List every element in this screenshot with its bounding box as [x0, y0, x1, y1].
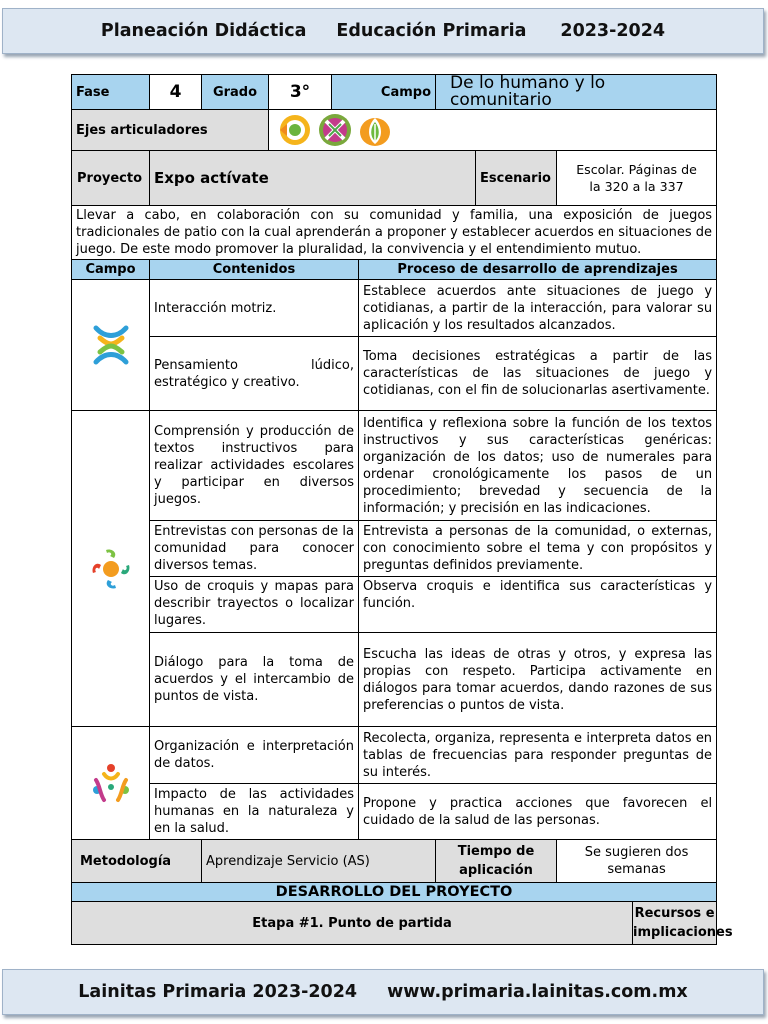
tiempo-value: Se sugieren dos semanas [557, 840, 717, 883]
proceso-cell: Entrevista a personas de la comunidad, o externas, con conocimiento sobre el tema y con propósitos y preguntas definidos previamente. [359, 521, 717, 577]
header-title: Planeación Didáctica [100, 21, 307, 41]
contenido-cell: Diálogo para la toma de acuerdos y el intercambio de puntos de vista. [150, 633, 359, 727]
grado-value: 3° [269, 75, 332, 110]
vida-saludable-icon [357, 112, 393, 148]
footer-brand: Lainitas Primaria 2023-2024 [78, 982, 358, 1002]
escenario-label: Escenario [476, 151, 557, 206]
campo-icon-cell [72, 280, 150, 411]
header-level: Educación Primaria [336, 21, 527, 41]
ejes-label: Ejes articuladores [72, 110, 269, 151]
fase-value: 4 [150, 75, 202, 110]
header-banner [2, 8, 764, 54]
tiempo-label: Tiempo de aplicación [436, 840, 557, 883]
saberes-icon [91, 324, 131, 366]
project-description: Llevar a cabo, en colaboración con su comunidad y familia, una exposición de juegos tradicionales de patio con la cual aprenderán a proponer y establecer acuerdos en situaciones de juego. De este modo promover la pluralidad, la convivencia y el entendimiento mutuo. [72, 206, 717, 260]
proceso-cell: Observa croquis e identifica sus características y función. [359, 577, 717, 633]
proceso-cell: Propone y practica acciones que favorecen el cuidado de la salud de las personas. [359, 784, 717, 840]
contenido-cell: Organización e interpretación de datos. [150, 727, 359, 784]
proyecto-label: Proyecto [72, 151, 150, 206]
campo-value: De lo humano y lo comunitario [436, 75, 717, 110]
contenido-cell: Uso de croquis y mapas para describir trayectos o localizar lugares. [150, 577, 359, 633]
footer-banner [2, 969, 764, 1015]
contenido-cell: Entrevistas con personas de la comunidad para conocer diversos temas. [150, 521, 359, 577]
contenido-cell: Interacción motriz. [150, 280, 359, 337]
etica-icon [90, 760, 132, 806]
campo-icon-cell [72, 411, 150, 727]
planning-table [71, 73, 733, 945]
proceso-cell: Toma decisiones estratégicas a partir de las características de las situaciones de juego y cotidianas, con el fin de solucionarlas asertivamente. [359, 337, 717, 411]
proceso-cell: Escucha las ideas de otras y otros, y expresa las propias con respeto. Participa activamente en diálogos para tomar acuerdos, dando razones de sus preferencias o puntos de vista. [359, 633, 717, 727]
fase-label: Fase [72, 75, 150, 110]
desarrollo-label: DESARROLLO DEL PROYECTO [72, 883, 717, 902]
ejes-icons-cell [269, 110, 717, 151]
etapa-label: Etapa #1. Punto de partida [72, 902, 633, 945]
inclusion-icon [277, 112, 313, 148]
proyecto-value: Expo actívate [150, 151, 476, 206]
footer-url[interactable]: www.primaria.lainitas.com.mx [387, 982, 688, 1002]
grado-label: Grado [202, 75, 269, 110]
contenido-cell: Impacto de las actividades humanas en la naturaleza y en la salud. [150, 784, 359, 840]
interculturalidad-icon [317, 112, 353, 148]
proceso-cell: Establece acuerdos ante situaciones de juego y cotidianas, a partir de la interacción, para valorar su aplicación y los resultados alcanzados. [359, 280, 717, 337]
header-proceso: Proceso de desarrollo de aprendizajes [359, 260, 717, 280]
contenido-cell: Pensamiento lúdico, estratégico y creativo. [150, 337, 359, 411]
campo-icon-cell [72, 727, 150, 840]
header-campo: Campo [72, 260, 150, 280]
header-year: 2023-2024 [560, 21, 666, 41]
contenido-cell: Comprensión y producción de textos instructivos para realizar actividades escolares y participar en diversos juegos. [150, 411, 359, 521]
header-contenidos: Contenidos [150, 260, 359, 280]
escenario-value: Escolar. Páginas de la 320 a la 337 [557, 151, 717, 206]
proceso-cell: Recolecta, organiza, representa e interpreta datos en tablas de frecuencias para responder preguntas de su interés. [359, 727, 717, 784]
metodologia-label: Metodología [72, 840, 202, 883]
recursos-label: Recursos e implicaciones [633, 902, 717, 945]
proceso-cell: Identifica y reflexiona sobre la función de los textos instructivos y sus características genéricas: organización de los datos; uso de numerales para ordenar cronológicamente los pasos de un procedimiento; brevedad y secuencia de la información; y precisión en las indicaciones. [359, 411, 717, 521]
lenguajes-icon [90, 547, 132, 591]
metodologia-value: Aprendizaje Servicio (AS) [202, 840, 436, 883]
campo-label: Campo [332, 75, 436, 110]
